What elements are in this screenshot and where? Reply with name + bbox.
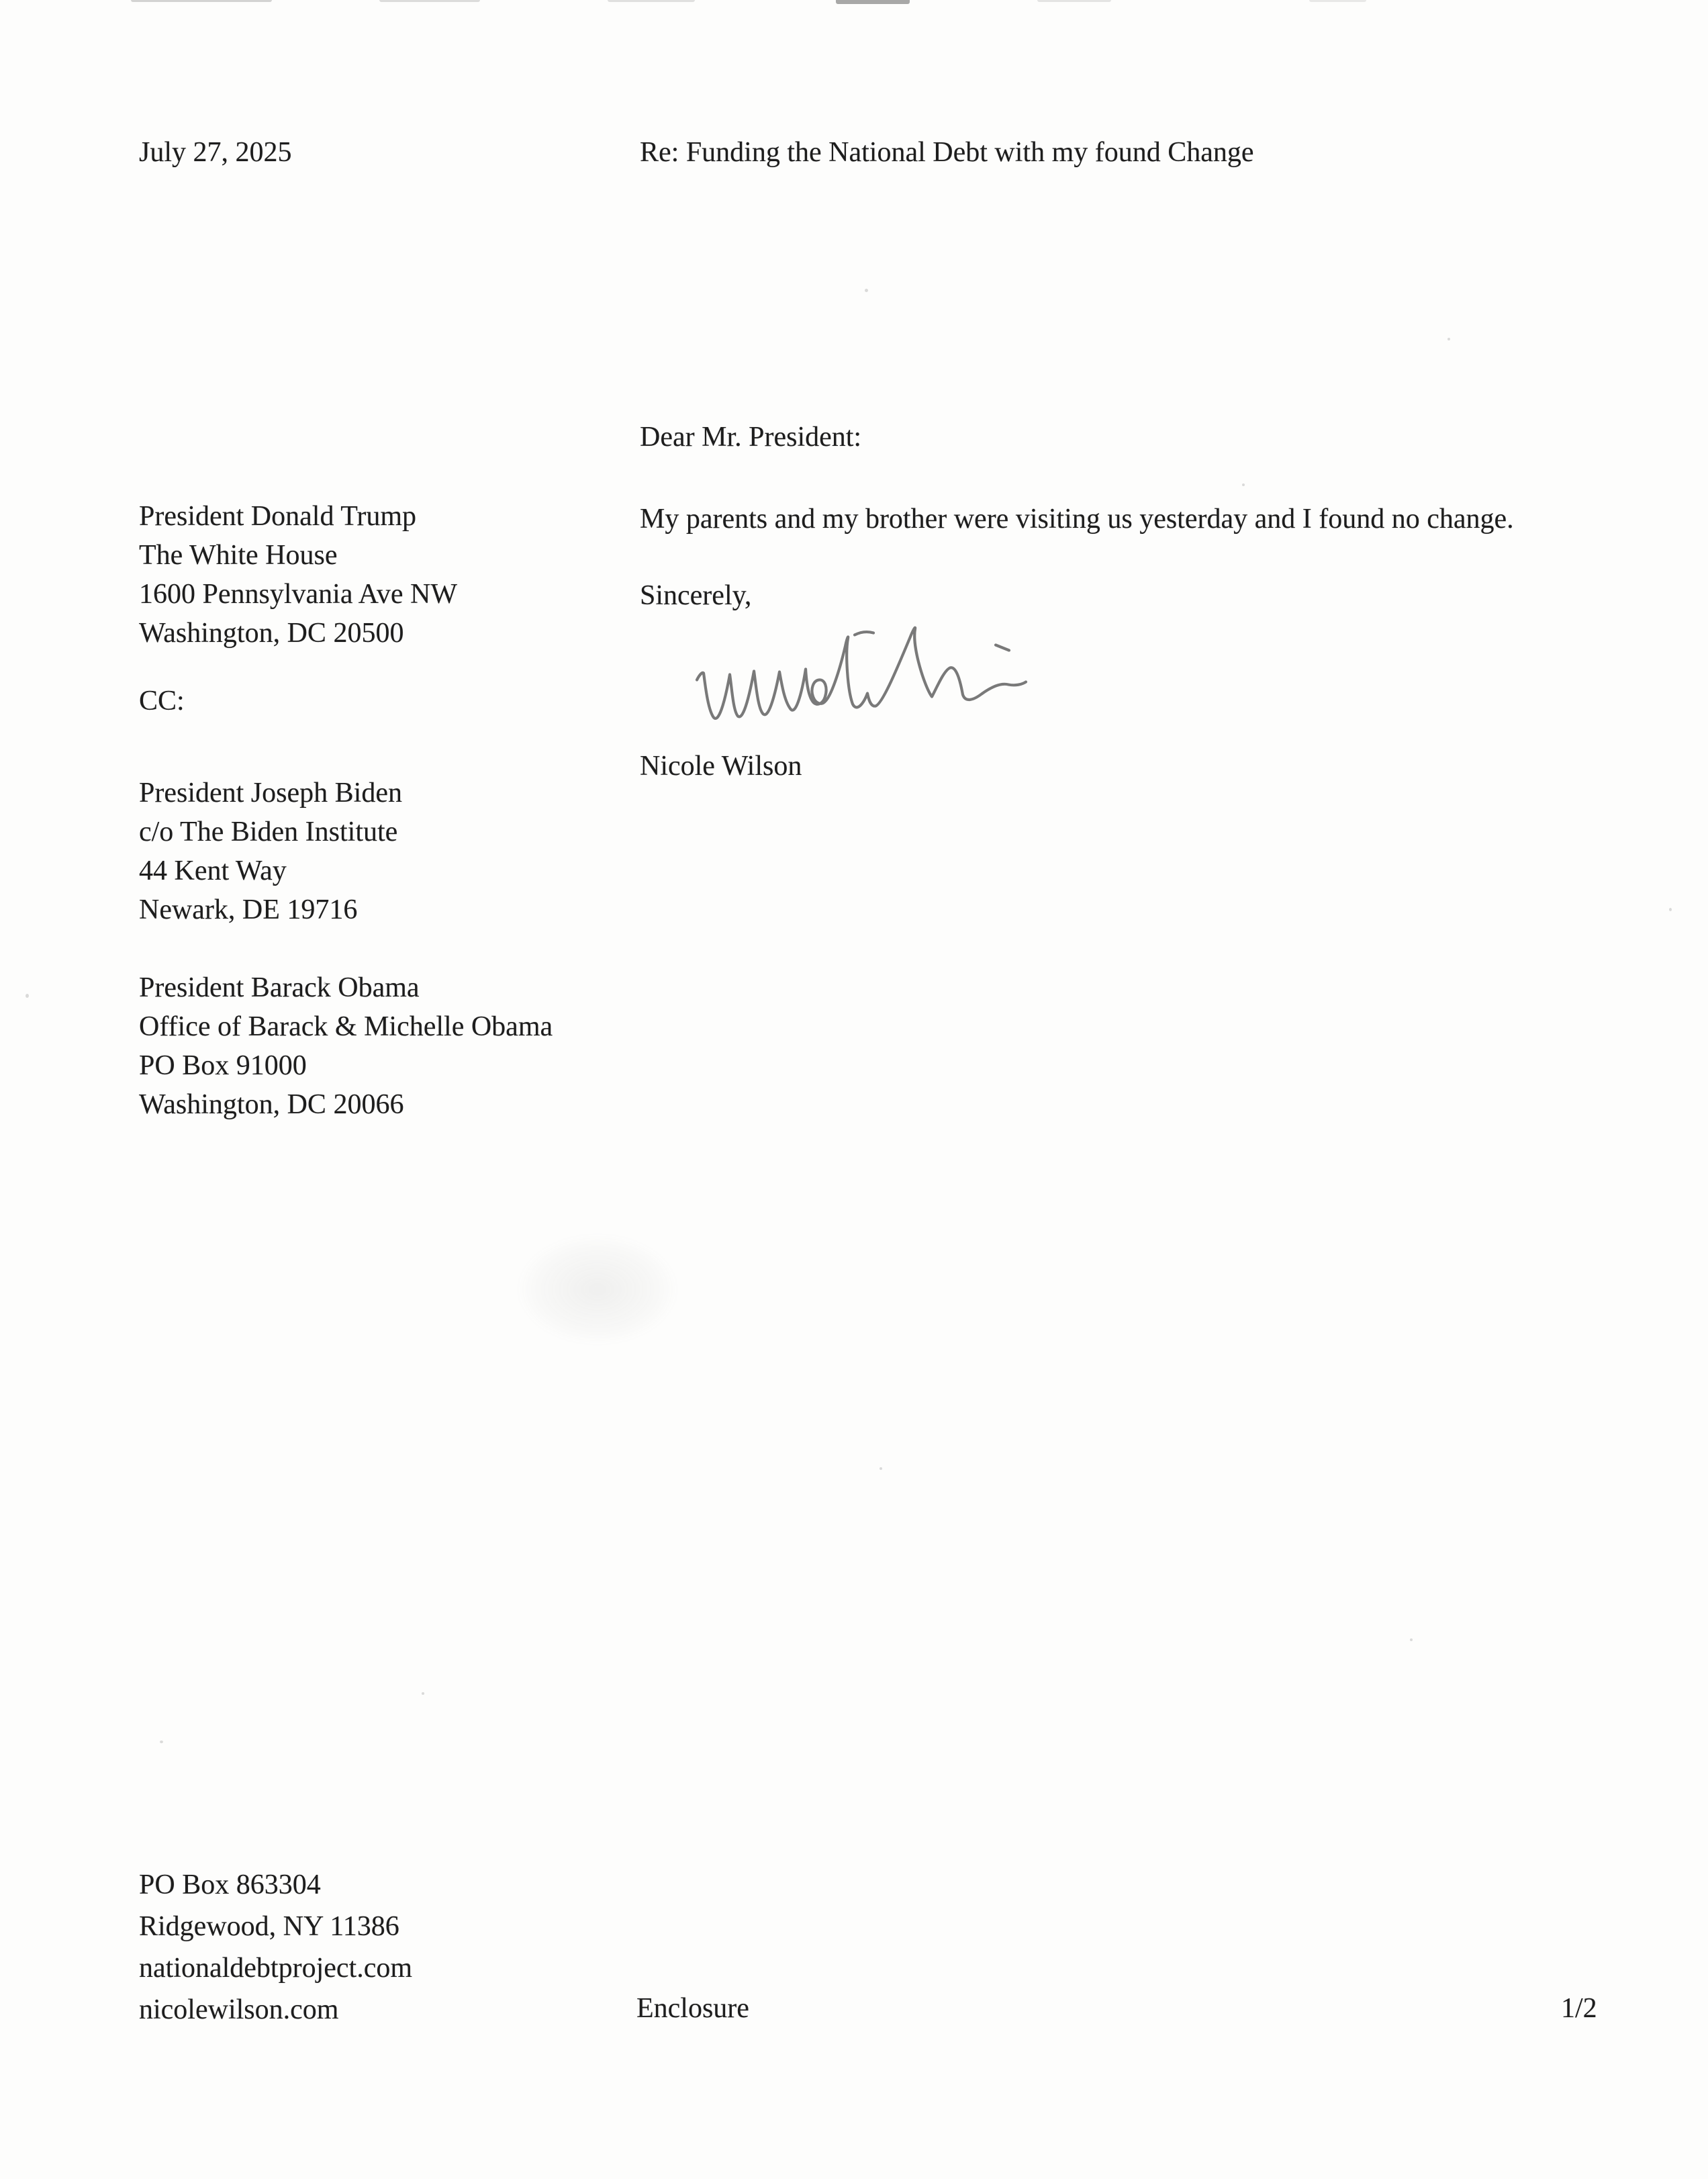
address-line: Office of Barack & Michelle Obama xyxy=(139,1011,553,1042)
cc-label: CC: xyxy=(139,686,185,716)
scan-edge-artifact xyxy=(1309,0,1366,2)
scan-edge-artifact xyxy=(131,0,272,2)
scan-edge-artifact xyxy=(1037,0,1111,2)
address-line: PO Box 91000 xyxy=(139,1050,307,1081)
scan-speck xyxy=(1669,908,1672,911)
sender-website: nationaldebtproject.com xyxy=(139,1953,413,1984)
address-line: Washington, DC 20066 xyxy=(139,1089,404,1120)
letter-date: July 27, 2025 xyxy=(139,137,292,168)
address-line: 44 Kent Way xyxy=(139,855,287,886)
address-line: President Joseph Biden xyxy=(139,778,402,808)
scan-speck xyxy=(1242,483,1245,486)
address-line: The White House xyxy=(139,540,338,571)
scan-speck xyxy=(1410,1638,1413,1641)
scan-edge-artifact xyxy=(836,0,910,4)
recipient-address xyxy=(139,497,457,653)
signature-stray-mark xyxy=(855,632,873,635)
signature-stray-mark xyxy=(996,645,1009,651)
scan-speck xyxy=(1448,338,1450,340)
cc-address-obama xyxy=(139,968,553,1124)
closing: Sincerely, xyxy=(640,580,752,611)
address-line: Washington, DC 20500 xyxy=(139,618,404,649)
scan-speck xyxy=(880,1467,882,1470)
address-line: Ridgewood, NY 11386 xyxy=(139,1911,399,1942)
address-line: Newark, DE 19716 xyxy=(139,894,358,925)
scan-smudge xyxy=(490,1215,705,1363)
cc-address-biden xyxy=(139,774,402,929)
address-line: President Barack Obama xyxy=(139,972,420,1003)
scan-speck xyxy=(26,994,29,998)
address-line: PO Box 863304 xyxy=(139,1869,321,1900)
address-line: President Donald Trump xyxy=(139,501,417,532)
sender-address xyxy=(139,1864,412,2031)
body-text: My parents and my brother were visiting us yesterday and I found no change. xyxy=(640,504,1514,535)
page-number: 1/2 xyxy=(1561,1993,1597,2024)
scan-edge-artifact xyxy=(379,0,480,2)
handwritten-signature xyxy=(692,616,1041,734)
signature-scribble xyxy=(697,628,1026,718)
scan-speck xyxy=(160,1741,163,1743)
scan-edge-artifact xyxy=(608,0,695,2)
address-line: c/o The Biden Institute xyxy=(139,817,398,847)
address-line: 1600 Pennsylvania Ave NW xyxy=(139,579,457,610)
sender-website: nicolewilson.com xyxy=(139,1994,339,2025)
scan-speck xyxy=(422,1692,424,1695)
salutation: Dear Mr. President: xyxy=(640,422,862,453)
subject-line: Re: Funding the National Debt with my found Change xyxy=(640,137,1254,168)
scan-speck xyxy=(865,289,868,292)
enclosure-note: Enclosure xyxy=(636,1993,749,2024)
signature-name: Nicole Wilson xyxy=(640,751,802,782)
